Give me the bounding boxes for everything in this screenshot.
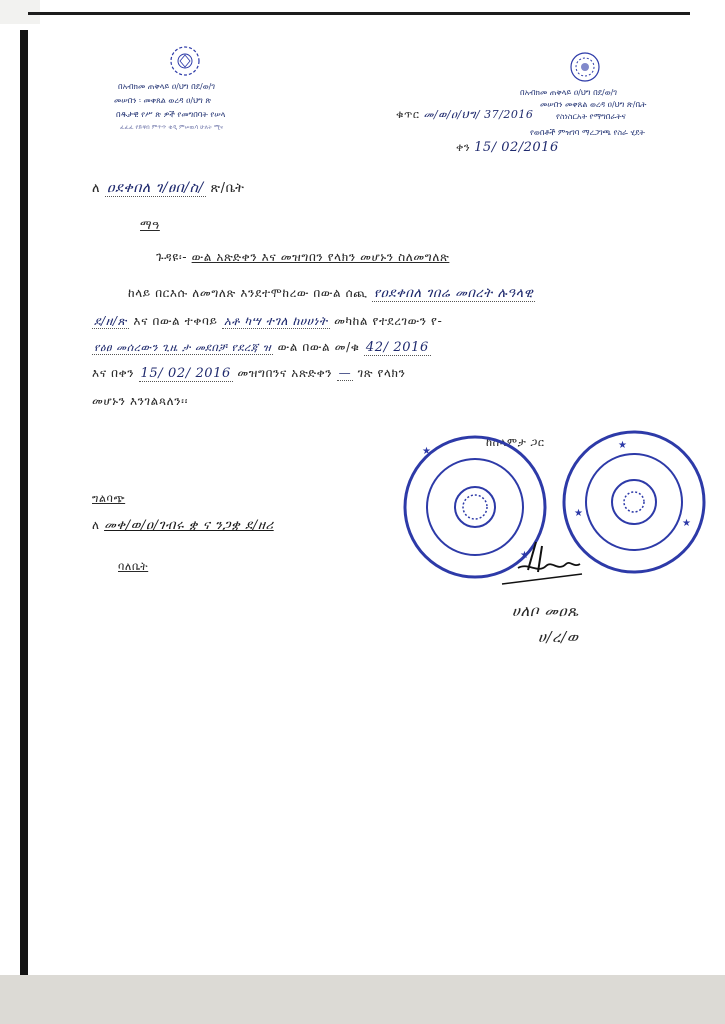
body-line-4 xyxy=(92,366,406,381)
subject-line xyxy=(156,250,449,265)
cc-item-text: መቀ/ወ/ዐ/ገብሩ ቋ ና ንጋቋ ደ/ዘሪ xyxy=(104,518,274,533)
left-binding-edge xyxy=(20,30,28,975)
header-right-line-3: የስነስርአት የማግበራትና xyxy=(556,112,626,121)
body-line-1-fill: የዐደቀበለ ገበሬ መበረት ሉዓላዊ xyxy=(373,286,534,301)
header-right-line-4: የወበቶች ምዝገባ ማረጋገጫ የስራ ሂደት xyxy=(530,128,645,137)
body-line-2-fill-b: አቶ ካሣ ተገለ ከሀሀነት xyxy=(223,314,328,328)
svg-text:★: ★ xyxy=(520,550,529,561)
cc-label: ግልባጭ xyxy=(92,492,126,505)
svg-text:★: ★ xyxy=(422,446,431,457)
top-border-line xyxy=(28,12,690,15)
body-line-2-text-b: መካከል የተደረገውን የ- xyxy=(334,314,443,328)
handwritten-signature xyxy=(498,540,588,594)
svg-text:★: ★ xyxy=(574,508,583,519)
addressee-name: ዐደቀበለ ገ/ፀበ/ስ/ xyxy=(106,180,204,196)
reference-value: መ/ወ/ዐ/ህግ/ 37/2016 xyxy=(423,108,534,121)
body-line-5: መሆኑን እንገልጻለን፡፡ xyxy=(92,394,189,408)
svg-text:★: ★ xyxy=(682,518,691,529)
body-line-1 xyxy=(128,286,535,301)
addressee-prefix: ለ xyxy=(92,181,101,196)
body-line-2-fill-a: ደ/ዘ/ጽ xyxy=(94,314,127,328)
header-right-line-1: በአብክመ ጠቅላይ ዐ/ህግ በደ/ወ/ገ xyxy=(520,88,618,97)
header-left-line-2: መሠበን ፡ መቀጸል ወረዳ ዐ/ህግ ጽ xyxy=(114,96,212,105)
header-right-line-2: መሠበን መቀጸል ወረዳ ዐ/ህግ ጽ/ቤት xyxy=(540,100,647,109)
cc-item-prefix: ለ xyxy=(92,518,100,532)
header-left-line-4: ፈፈፈ የድዋበ ምጥጥ ቁዲ ምሠዉሳ ሁለት ሚና xyxy=(120,124,224,131)
body-line-4-text-b: መዝግበንና አጽድቀን xyxy=(237,366,333,380)
body-line-3-fill-a: የዕፀ መሰረውን ጊዜ ታ መደበቻ የደረጃ ዝ xyxy=(94,341,272,354)
salutation: ማዓ xyxy=(140,218,160,232)
body-line-3-text-a: ውል xyxy=(277,340,298,354)
addressee-line xyxy=(92,180,245,196)
body-line-3 xyxy=(92,340,431,355)
right-emblem-icon xyxy=(568,50,602,84)
body-line-2-text-a: እና በውል ተቀባይ xyxy=(133,314,218,328)
reference-label: ቁጥር xyxy=(396,108,420,121)
letter-date xyxy=(456,140,559,155)
signer-name: ሀለቦ መዐጼ xyxy=(512,602,579,620)
body-line-4-fill-a: 15/ 02/ 2016 xyxy=(140,366,231,381)
header-left-line-1: በአብክመ ጠቅላይ ዐ/ህግ በደ/ወ/ገ xyxy=(118,82,216,91)
body-line-3-text-b: በውል መ/ቁ xyxy=(302,340,360,354)
body-line-1-text: ከላይ በርእሱ ለመግለጽ እንደተሞከረው በውል ሰጪ xyxy=(128,286,368,300)
cc-owner: ባለቤት xyxy=(118,560,149,573)
signer-date: ሀ/ረ/ወ xyxy=(538,628,579,646)
reference-number xyxy=(396,108,533,122)
body-line-4-text-a: እና በቀን xyxy=(92,366,135,380)
scan-bottom-margin xyxy=(0,975,725,1024)
date-label: ቀን xyxy=(456,141,471,154)
header-left-line-3: በዱታዊ የሥ ጽ ዎች የመግበባት የሠላ xyxy=(116,110,226,119)
left-emblem-icon xyxy=(168,44,202,78)
body-line-2 xyxy=(92,314,442,329)
svg-text:★: ★ xyxy=(618,440,627,451)
cc-item xyxy=(92,518,274,533)
body-line-3-fill-b: 42/ 2016 xyxy=(365,340,429,355)
body-line-4-fill-b: — xyxy=(338,366,352,380)
date-value: 15/ 02/2016 xyxy=(474,140,559,155)
addressee-suffix: ጽ/ቤት xyxy=(210,181,245,196)
subject-text: ውል አጽድቀን እና መዝግበን የላክን መሆኑን ስለመግለጽ xyxy=(191,250,450,264)
body-line-4-text-c: ገጽ የላክን xyxy=(357,366,406,380)
closing-signoff: ከሰላምታ ጋር xyxy=(486,436,545,449)
subject-label: ጉዳዩ፡- xyxy=(156,250,188,264)
